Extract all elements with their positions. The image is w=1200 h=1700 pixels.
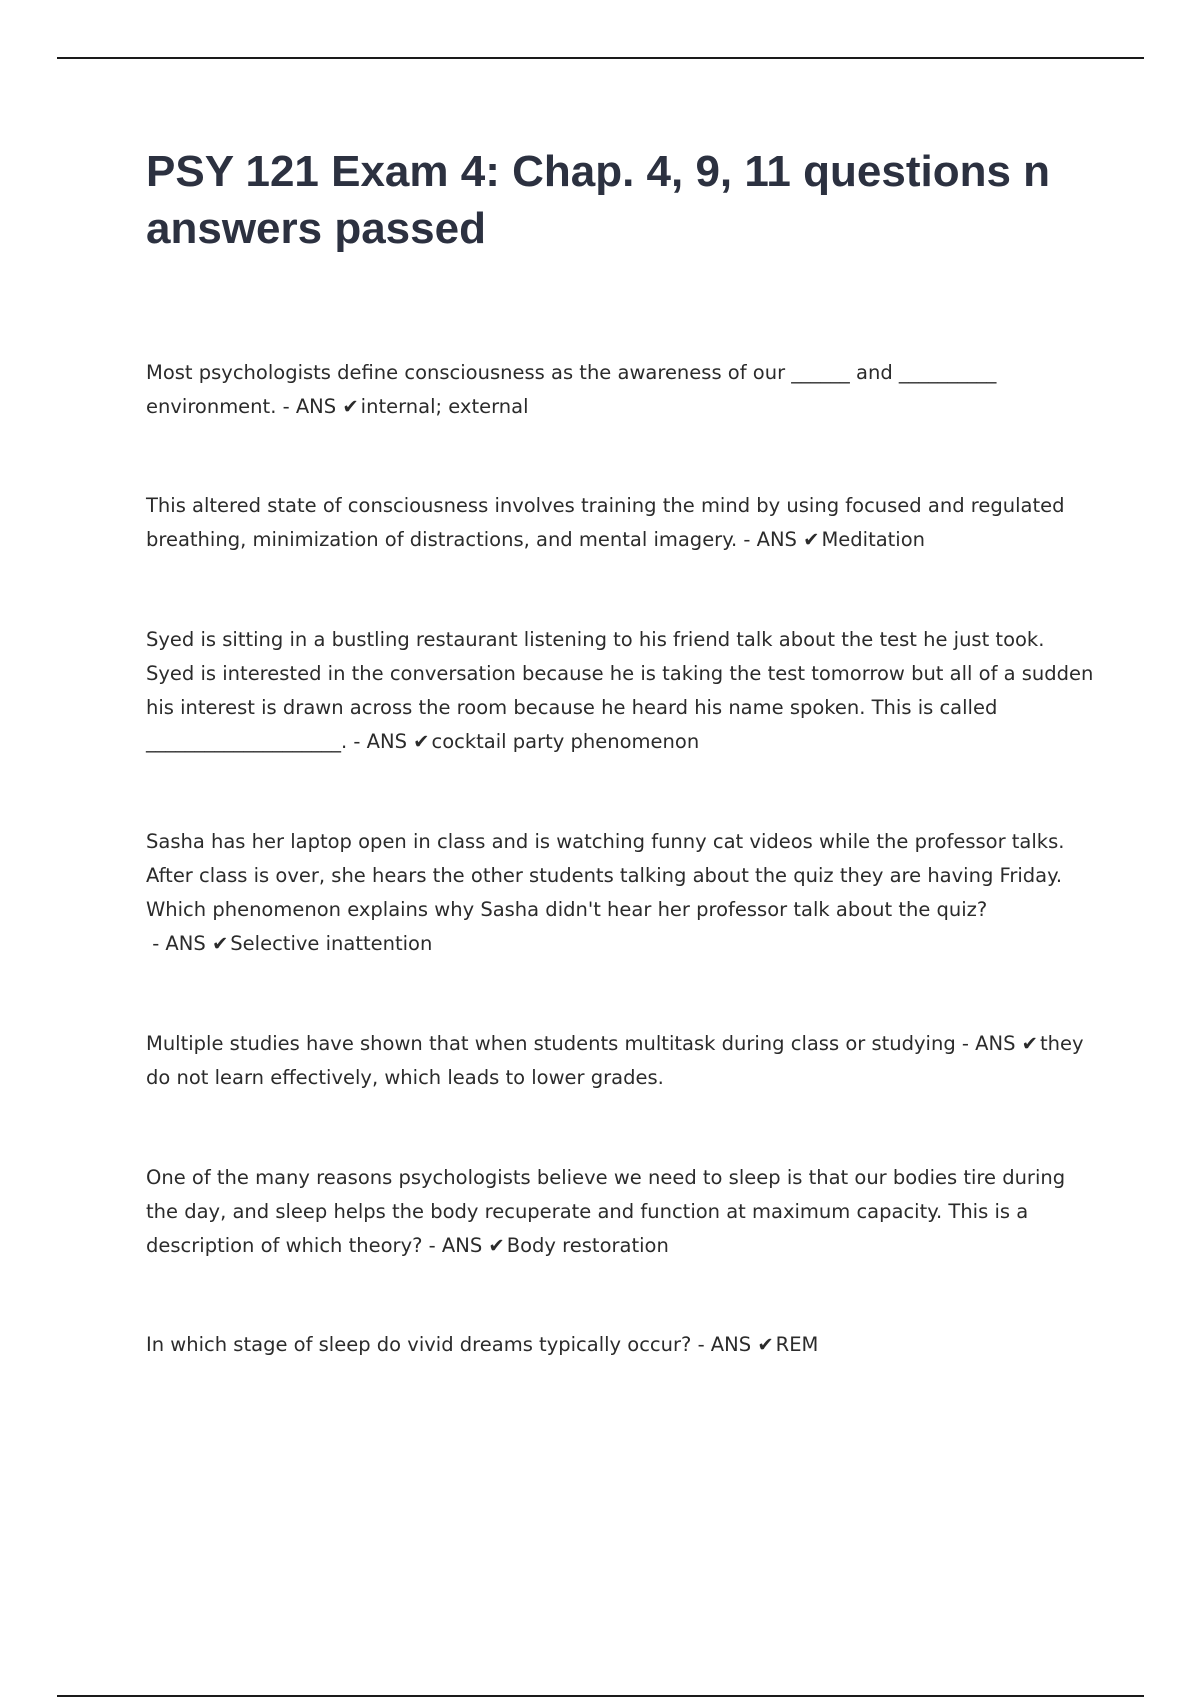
page-title: PSY 121 Exam 4: Chap. 4, 9, 11 questions n answers passed (146, 147, 1051, 253)
question-text: Multiple studies have shown that when students multitask during class or studying (146, 1032, 956, 1055)
answer-text: Body restoration (506, 1234, 669, 1257)
top-rule (57, 57, 1144, 59)
answer-marker: - ANS (347, 730, 414, 753)
check-icon: ✔ (803, 528, 820, 551)
answer-marker: - ANS (422, 1234, 489, 1257)
answer-text: internal; external (360, 395, 529, 418)
qa-item (146, 623, 1096, 759)
answer-marker: - ANS (737, 528, 804, 551)
answer-marker: - ANS (955, 1032, 1022, 1055)
check-icon: ✔ (342, 395, 359, 418)
question-text: This altered state of consciousness involves training the mind by using focused and regulated breathing, minimization of distractions, and mental imagery. (146, 494, 1065, 551)
answer-text: Selective inattention (230, 932, 433, 955)
question-text: Syed is sitting in a bustling restaurant listening to his friend talk about the test he just took. Syed is interested in the conversation because he is taking the test tomorrow but all of a sudden his interest is drawn across the room because he heard his name spoken. This is called ____________________. (146, 628, 1094, 753)
answer-text: REM (775, 1333, 819, 1356)
question-text: Sasha has her laptop open in class and is watching funny cat videos while the professor talks. After class is over, she hears the other students talking about the quiz they are having Friday. Which phenomenon explains why Sasha didn't hear her professor talk about the quiz? (146, 830, 1065, 921)
answer-text: cocktail party phenomenon (431, 730, 700, 753)
check-icon: ✔ (757, 1333, 774, 1356)
check-icon: ✔ (488, 1234, 505, 1257)
answer-marker: - ANS (276, 395, 343, 418)
answer-text: Meditation (821, 528, 926, 551)
check-icon: ✔ (211, 932, 229, 955)
qa-item (146, 1027, 1096, 1095)
qa-item (146, 825, 1096, 961)
answer-marker: - ANS (146, 932, 212, 955)
qa-item (146, 1328, 1096, 1362)
answer-marker: - ANS (691, 1333, 758, 1356)
answer-text: they do not learn effectively, which leads to lower grades. (146, 1032, 1084, 1089)
question-text: One of the many reasons psychologists believe we need to sleep is that our bodies tire during the day, and sleep helps the body recuperate and function at maximum capacity. This is a description of which theory? (146, 1166, 1066, 1257)
bottom-rule (57, 1695, 1144, 1697)
qa-item (146, 489, 1096, 557)
qa-item (146, 1161, 1096, 1263)
qa-item (146, 356, 1096, 424)
check-icon: ✔ (413, 730, 430, 753)
question-text: In which stage of sleep do vivid dreams typically occur? (146, 1333, 692, 1356)
question-text: Most psychologists define consciousness as the awareness of our ______ and __________ environment. (146, 361, 997, 418)
check-icon: ✔ (1021, 1032, 1038, 1055)
